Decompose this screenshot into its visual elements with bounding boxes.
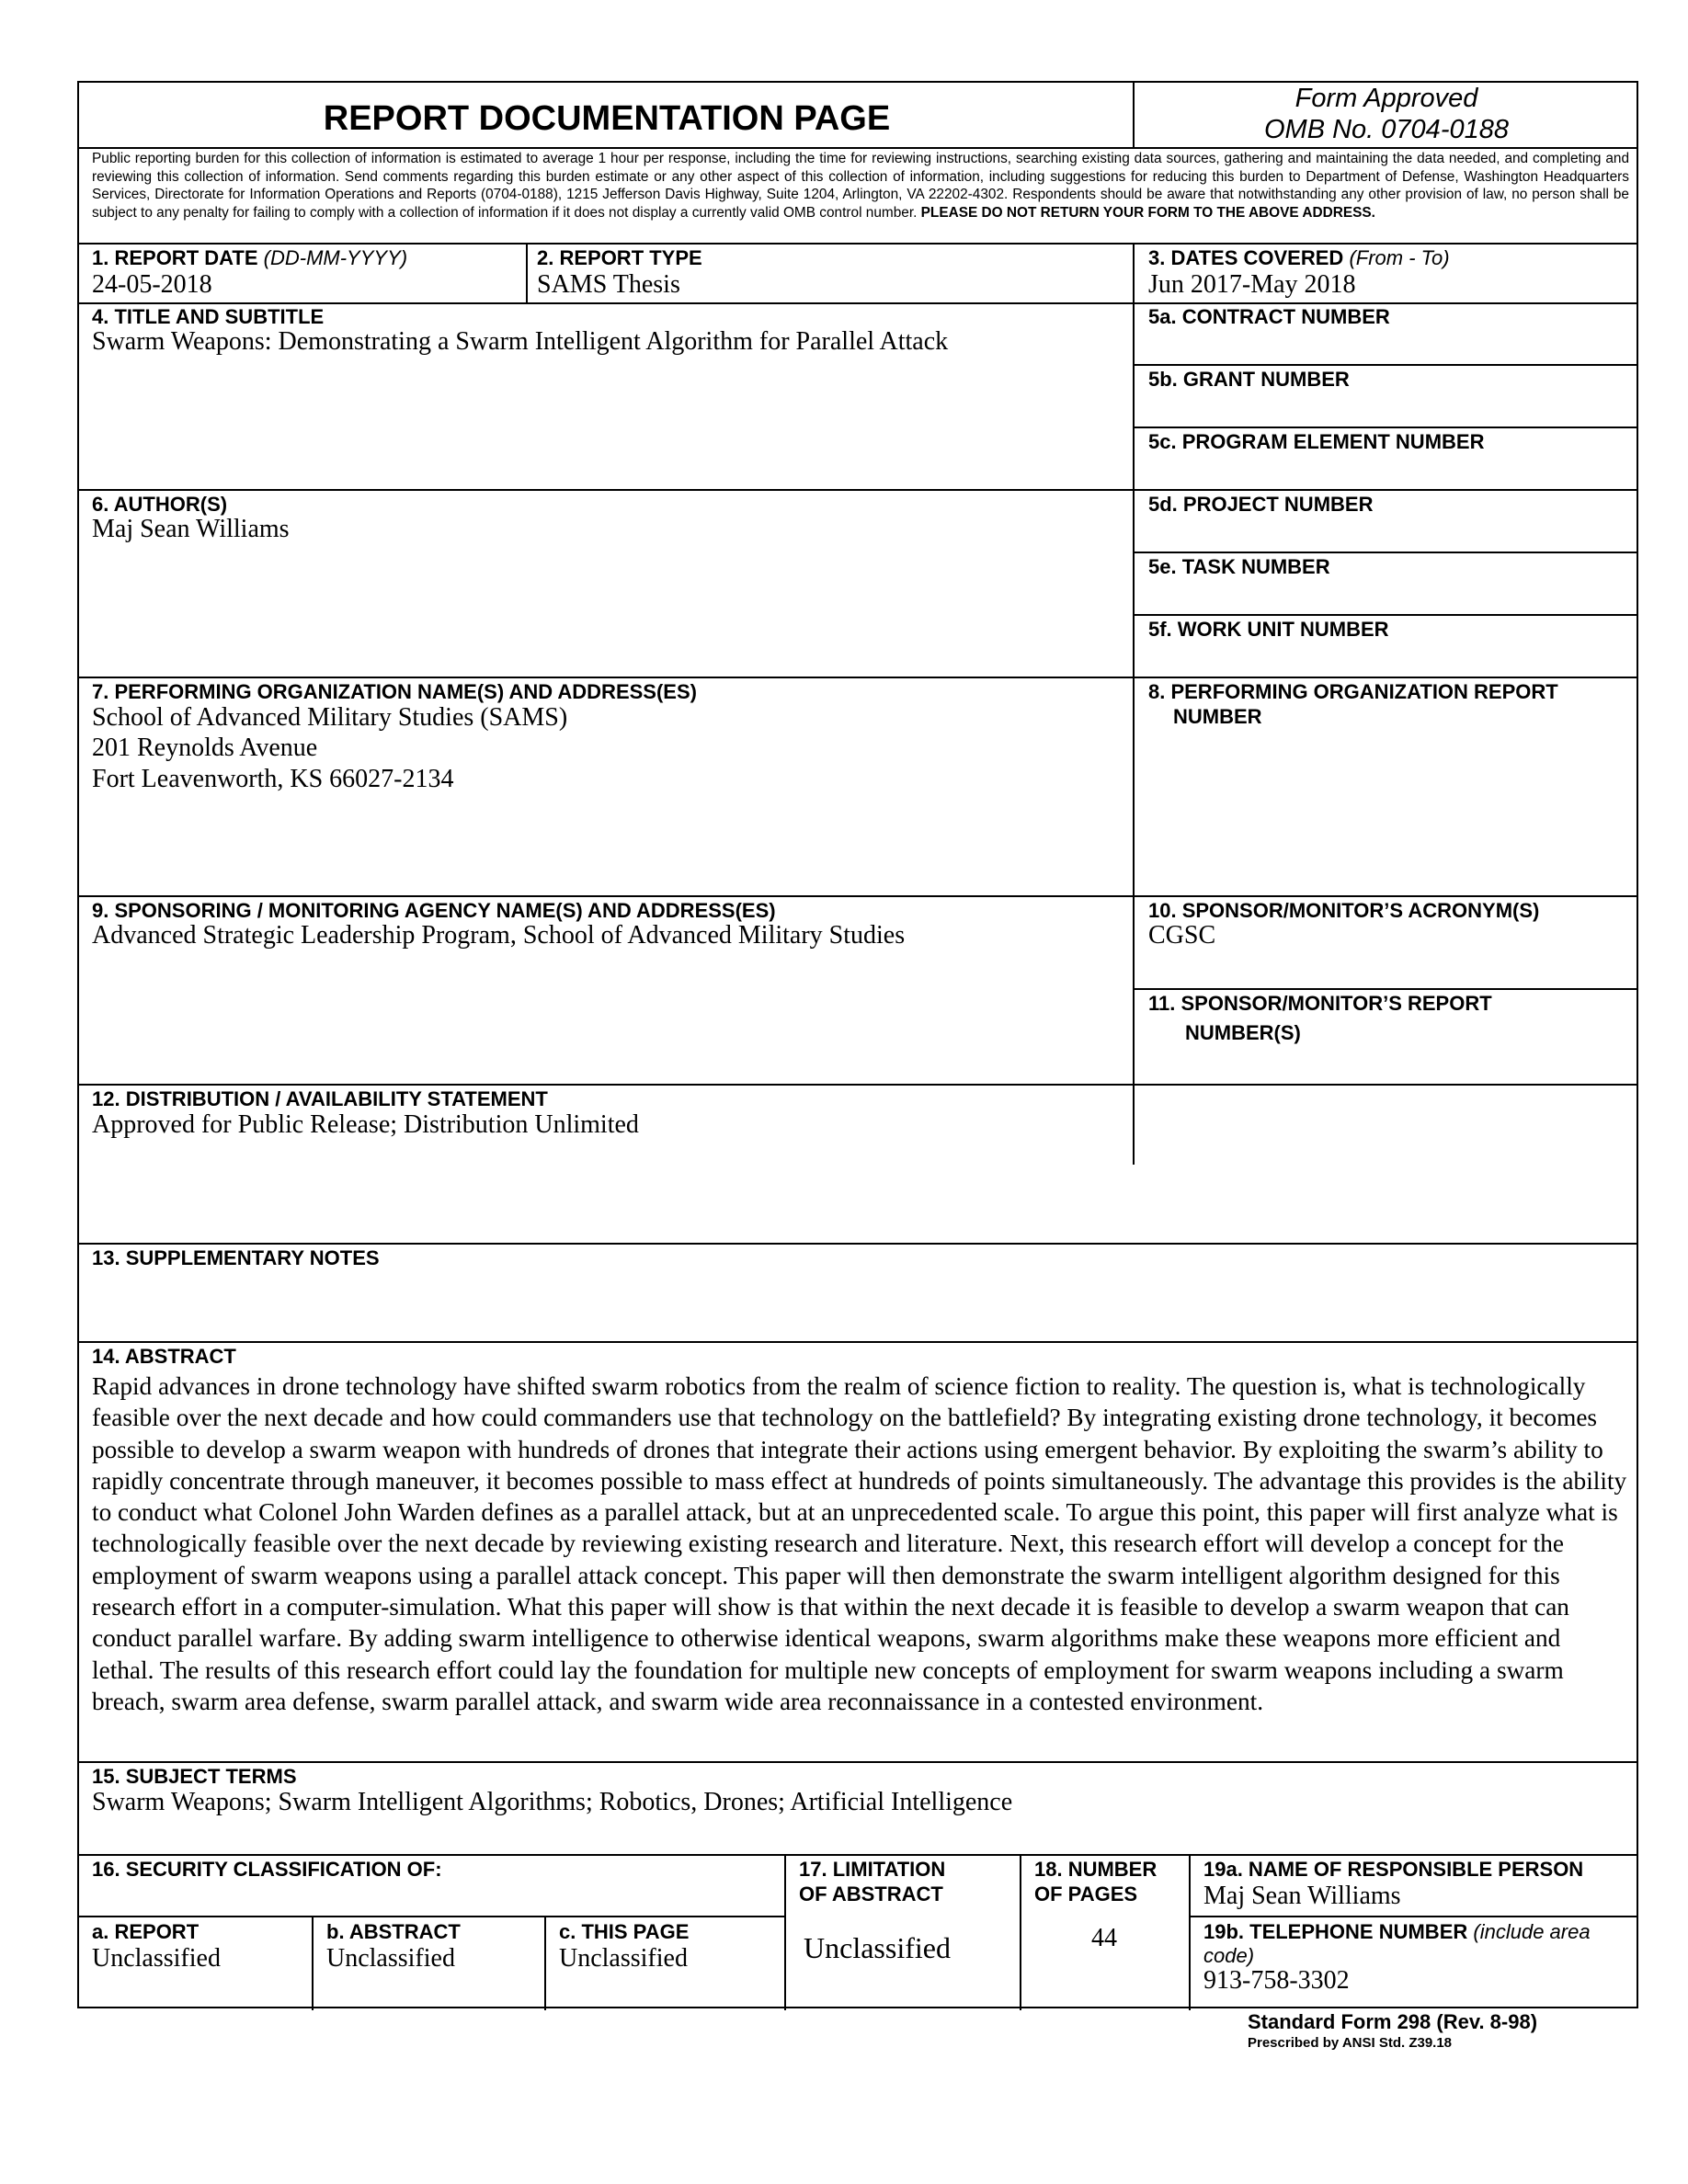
author: Maj Sean Williams [92,515,290,543]
distribution-statement: Approved for Public Release; Distribution Unlimited [92,1110,639,1139]
responsible-person-label: 19a. NAME OF RESPONSIBLE PERSON [1203,1858,1584,1881]
page-class-label: c. THIS PAGE [559,1920,690,1943]
report-date: 24-05-2018 [92,270,212,299]
performing-report-label: 8. PERFORMING ORGANIZATION REPORT [1148,680,1558,703]
performing-org-label: 7. PERFORMING ORGANIZATION NAME(S) AND ADDRESS(ES) [92,680,697,703]
telephone-hint: code) [1203,1944,1255,1967]
performing-org-line3: Fort Leavenworth, KS 66027-2134 [92,765,454,793]
prescribed-by-label: Prescribed by ANSI Std. Z39.18 [1248,2035,1453,2051]
author-label: 6. AUTHOR(S) [92,493,228,516]
burden-warning: PLEASE DO NOT RETURN YOUR FORM TO THE ABOVE ADDRESS. [920,204,1375,221]
distribution-label: 12. DISTRIBUTION / AVAILABILITY STATEMENT [92,1087,548,1110]
limitation-label: 17. LIMITATION [799,1858,946,1881]
title-label: 4. TITLE AND SUBTITLE [92,305,325,328]
report-type: SAMS Thesis [537,270,680,299]
dates-covered: Jun 2017-May 2018 [1148,270,1356,299]
grant-number-label: 5b. GRANT NUMBER [1148,368,1350,391]
limitation-of-abstract: Unclassified [804,1931,951,1964]
work-unit-number-label: 5f. WORK UNIT NUMBER [1148,618,1389,641]
page-title: REPORT DOCUMENTATION PAGE [323,99,891,138]
telephone-number: 913-758-3302 [1203,1966,1350,1995]
report-class-label: a. REPORT [92,1920,200,1943]
report-classification: Unclassified [92,1944,221,1973]
standard-form-label: Standard Form 298 (Rev. 8-98) [1248,2010,1538,2033]
subject-terms-label: 15. SUBJECT TERMS [92,1765,297,1788]
number-of-pages-label-2: OF PAGES [1034,1883,1138,1905]
task-number-label: 5e. TASK NUMBER [1148,555,1330,578]
report-documentation-form [77,81,1638,2008]
sponsor-report-label: 11. SPONSOR/MONITOR’S REPORT [1148,992,1492,1015]
abstract-classification: Unclassified [326,1944,455,1973]
report-type-label: 2. REPORT TYPE [537,246,702,269]
sponsor-acronym-label: 10. SPONSOR/MONITOR’S ACRONYM(S) [1148,899,1540,922]
subject-terms: Swarm Weapons; Swarm Intelligent Algorithms; Robotics, Drones; Artificial Intelligence [92,1788,1013,1816]
report-title: Swarm Weapons: Demonstrating a Swarm Intelligent Algorithm for Parallel Attack [92,327,949,356]
performing-org-line2: 201 Reynolds Avenue [92,734,318,762]
report-date-label: 1. REPORT DATE (DD-MM-YYYY) [92,246,408,269]
project-number-label: 5d. PROJECT NUMBER [1148,493,1374,516]
sponsor-report-label-2: NUMBER(S) [1185,1021,1301,1044]
telephone-label: 19b. TELEPHONE NUMBER (include area [1203,1920,1591,1943]
form-approved: Form Approved [1295,84,1478,113]
performing-report-label-2: NUMBER [1173,705,1262,728]
sponsor-acronym: CGSC [1148,921,1216,950]
program-element-label: 5c. PROGRAM ELEMENT NUMBER [1148,430,1485,453]
number-of-pages-label: 18. NUMBER [1034,1858,1158,1881]
number-of-pages: 44 [1091,1924,1117,1952]
contract-number-label: 5a. CONTRACT NUMBER [1148,305,1390,328]
responsible-person: Maj Sean Williams [1203,1882,1401,1910]
limitation-label-2: OF ABSTRACT [799,1883,943,1905]
security-classification-label: 16. SECURITY CLASSIFICATION OF: [92,1858,442,1881]
omb-number: OMB No. 0704-0188 [1264,115,1509,144]
sponsoring-agency: Advanced Strategic Leadership Program, School of Advanced Military Studies [92,921,906,950]
abstract-label: 14. ABSTRACT [92,1345,236,1368]
sponsoring-agency-label: 9. SPONSORING / MONITORING AGENCY NAME(S) AND ADDRESS(ES) [92,899,776,922]
supplementary-notes-label: 13. SUPPLEMENTARY NOTES [92,1246,380,1269]
burden-statement: Public reporting burden for this collection of information is estimated to average 1 hour per response, including the time for reviewing instructions, searching existing data sources, gathering and maintaining the data needed, and completing and reviewing this collection of information. Send comments regarding this burden estimate or any other aspect of this collection of information, including suggestions for reducing this burden to Department of Defense, Washington Headquarters Services, Directorate for Information Operations and Reports (0704-0188), 1215 Jefferson Davis Highway, Suite 1204, Arlington, VA 22202-4302. Respondents should be aware that notwithstanding any other provision of law, no person shall be subject to any penalty for failing to comply with a collection of information if it does not display a currently valid OMB control number. PLEASE DO NOT RETURN YOUR FORM TO THE ABOVE ADDRESS. [92,151,1629,221]
performing-org-line1: School of Advanced Military Studies (SAMS) [92,703,568,732]
abstract-text: Rapid advances in drone technology have shifted swarm robotics from the realm of science fiction to reality. The question is, what is technologically feasible over the next decade and how could commanders use that technology on the battlefield? By integrating existing drone technology, it becomes possible to develop a swarm weapon with hundreds of drones that integrate their actions using emergent behavior. By exploiting the swarm’s ability to rapidly concentrate through maneuver, it becomes possible to mass effect at hundreds of points simultaneously. The advantage this provides is the ability to conduct what Colonel John Warden defines as a parallel attack, but at an unprecedented scale. To argue this point, this paper will first analyze what is technologically feasible over the next decade by reviewing existing research and literature. Next, this research effort will develop a concept for the employment of swarm weapons using a parallel attack concept. This paper will then demonstrate the swarm intelligent algorithm designed for this research effort in a computer-simulation. What this paper will show is that within the next decade it is feasible to develop a swarm weapon that can conduct parallel warfare. By adding swarm intelligence to otherwise identical weapons, swarm algorithms make these weapons more efficient and lethal. The results of this research effort could lay the foundation for multiple new concepts of employment for swarm weapons including a swarm breach, swarm area defense, swarm parallel attack, and swarm wide area reconnaissance in a contested environment. [92,1372,1627,1715]
abstract-class-label: b. ABSTRACT [326,1920,461,1943]
page-classification: Unclassified [559,1944,688,1973]
dates-covered-label: 3. DATES COVERED (From - To) [1148,246,1450,269]
